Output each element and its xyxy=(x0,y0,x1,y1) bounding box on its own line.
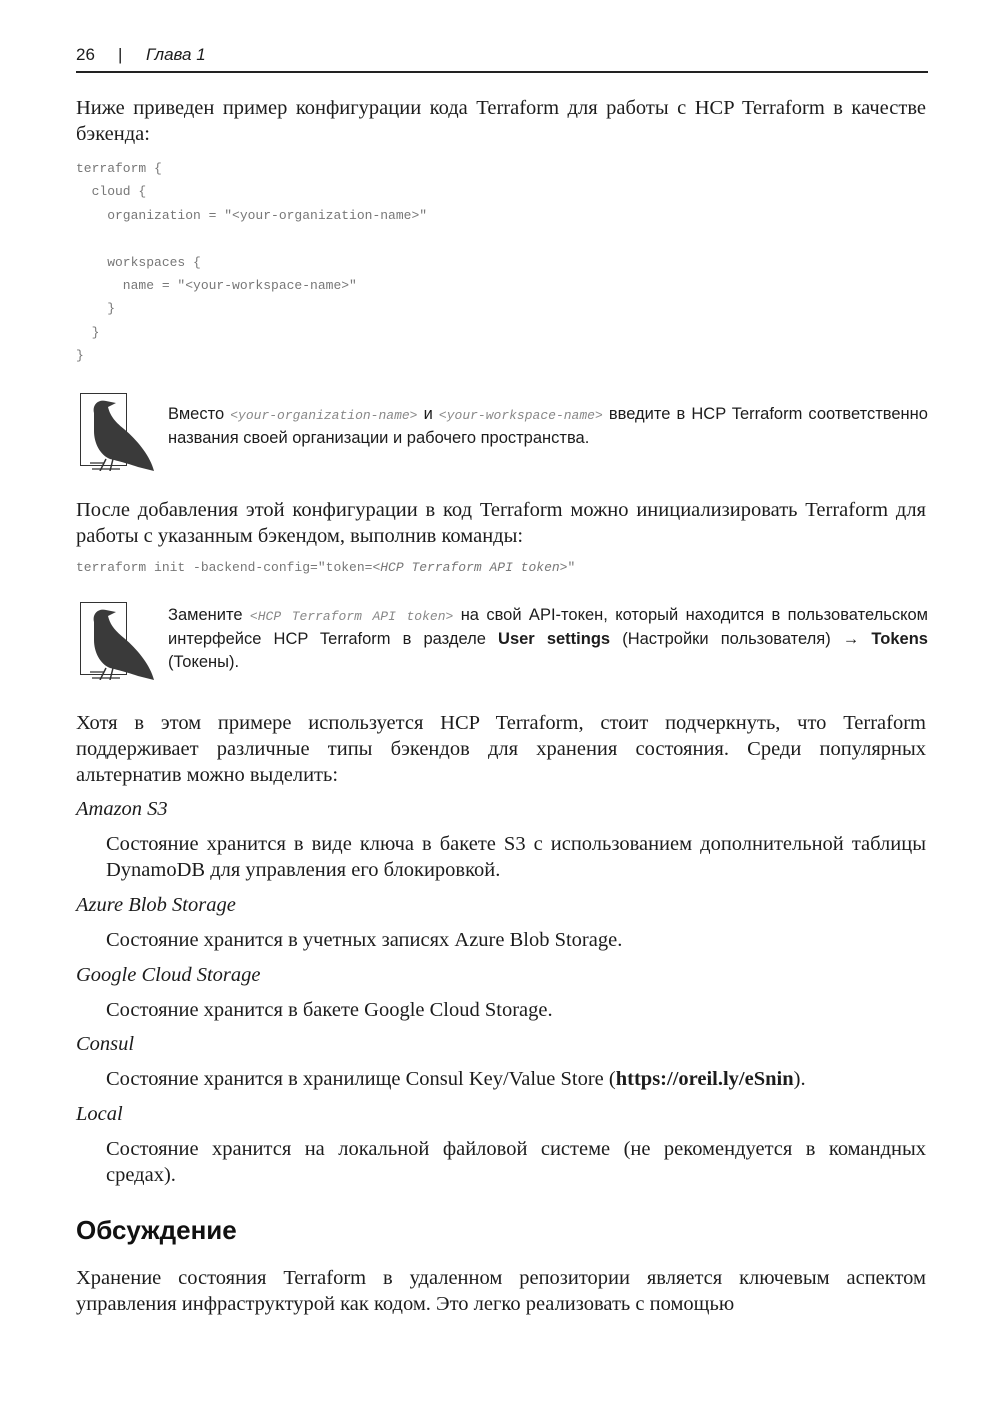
intro-paragraph: Ниже приведен пример конфигурации кода Terraform для работы с HCP Terraform в качестве бэкенда: xyxy=(76,97,926,145)
discussion-paragraph: Хранение состояния Terraform в удаленном репозитории является ключевым аспектом управления инфраструктурой как кодом. Это легко реализовать с помощью xyxy=(76,1267,926,1315)
command-line: terraform init -backend-config="token=<HCP Terraform API token>" xyxy=(76,560,576,575)
link[interactable]: https://oreil.ly/eSnin xyxy=(615,1068,794,1090)
backend-term: Google Cloud Storage xyxy=(76,964,261,986)
backend-description: Состояние хранится в хранилище Consul Key/Value Store (https://oreil.ly/eSnin). xyxy=(106,1068,806,1090)
chapter-title: Глава 1 xyxy=(146,45,206,64)
raven-icon xyxy=(80,602,155,680)
code-block: terraform { cloud { organization = "<your-organization-name>" workspaces { name = "<your-workspace-name>" } } } xyxy=(76,161,428,364)
paragraph-3: Хотя в этом примере используется HCP Terraform, стоит подчеркнуть, что Terraform поддерживает различные типы бэкендов для хранения состояния. Среди популярных альтернатив можно выделить: xyxy=(76,712,926,786)
inline-code: <HCP Terraform API token> xyxy=(249,609,454,624)
note-2-text: Замените <HCP Terraform API token> на свой API-токен, который находится в пользовательском интерфейсе HCP Terraform в разделе User settings (Настройки пользователя) → Tokens (Токены). xyxy=(168,606,928,671)
backend-term: Local xyxy=(76,1103,123,1125)
raven-icon xyxy=(80,393,155,471)
note-1-text: Вместо <your-organization-name> и <your-workspace-name> введите в HCP Terraform соответственно названия своей организации и рабочего пространства. xyxy=(168,405,928,447)
backend-description: Состояние хранится в бакете Google Cloud Storage. xyxy=(106,999,553,1021)
paragraph-2: После добавления этой конфигурации в код Terraform можно инициализировать Terraform для работы с указанным бэкендом, выполнив команды: xyxy=(76,499,926,547)
page-number: 26 xyxy=(76,45,95,64)
inline-code: <your-organization-name> xyxy=(230,408,418,423)
backend-term: Consul xyxy=(76,1033,135,1055)
backend-description: Состояние хранится в виде ключа в бакете S3 с использованием дополнительной таблицы DynamoDB для управления его блокировкой. xyxy=(106,833,926,881)
backend-description: Состояние хранится на локальной файловой системе (не рекомендуется в командных средах). xyxy=(106,1138,926,1186)
backend-term: Amazon S3 xyxy=(76,798,168,820)
section-heading: Обсуждение xyxy=(76,1215,237,1245)
backend-term: Azure Blob Storage xyxy=(76,894,236,916)
running-header xyxy=(76,45,928,73)
inline-code: <your-workspace-name> xyxy=(438,408,603,423)
backend-description: Состояние хранится в учетных записях Azure Blob Storage. xyxy=(106,929,623,951)
header-separator: | xyxy=(118,45,123,64)
